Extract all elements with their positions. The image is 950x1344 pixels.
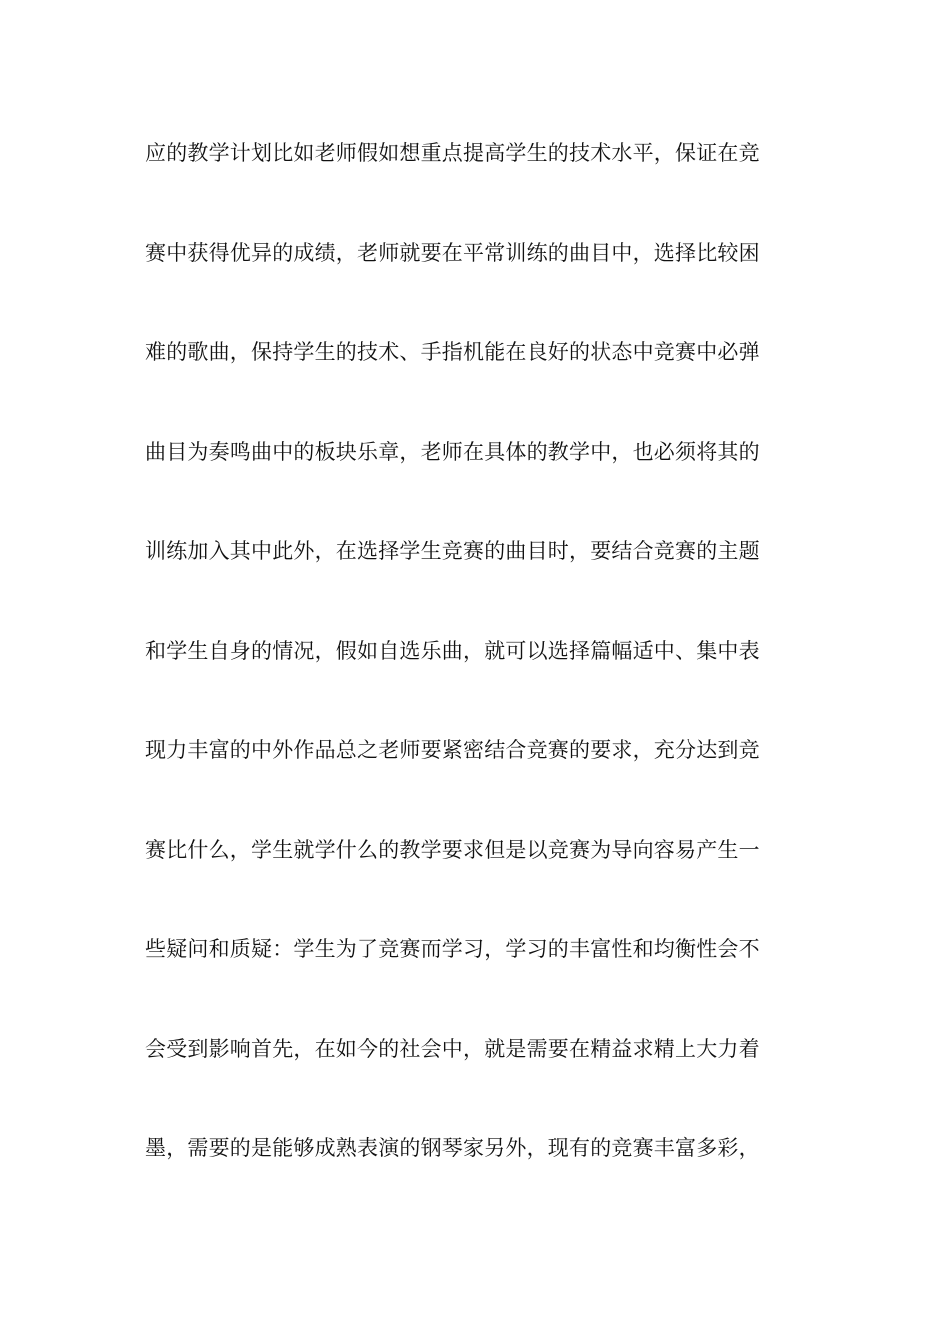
text-line: 应的教学计划比如老师假如想重点提高学生的技术水平，保证在竞 bbox=[145, 141, 760, 165]
text-line: 赛中获得优异的成绩，老师就要在平常训练的曲目中，选择比较困 bbox=[145, 240, 760, 265]
text-line: 曲目为奏鸣曲中的板块乐章，老师在具体的教学中，也必须将其的 bbox=[145, 439, 760, 464]
text-line: 难的歌曲，保持学生的技术、手指机能在良好的状态中竞赛中必弹 bbox=[145, 340, 760, 364]
text-line: 墨，需要的是能够成熟表演的钢琴家另外，现有的竞赛丰富多彩， bbox=[145, 1136, 760, 1160]
text-line: 训练加入其中此外，在选择学生竞赛的曲目时，要结合竞赛的主题 bbox=[145, 539, 760, 563]
text-line: 现力丰富的中外作品总之老师要紧密结合竞赛的要求，充分达到竞 bbox=[145, 738, 760, 762]
text-line: 些疑问和质疑：学生为了竞赛而学习，学习的丰富性和均衡性会不 bbox=[145, 937, 760, 961]
text-line: 会受到影响首先，在如今的社会中，就是需要在精益求精上大力着 bbox=[145, 1036, 760, 1061]
body-text bbox=[145, 132, 825, 1227]
text-line: 和学生自身的情况，假如自选乐曲，就可以选择篇幅适中、集中表 bbox=[145, 638, 760, 663]
text-line: 赛比什么，学生就学什么的教学要求但是以竞赛为导向容易产生一 bbox=[145, 837, 760, 862]
